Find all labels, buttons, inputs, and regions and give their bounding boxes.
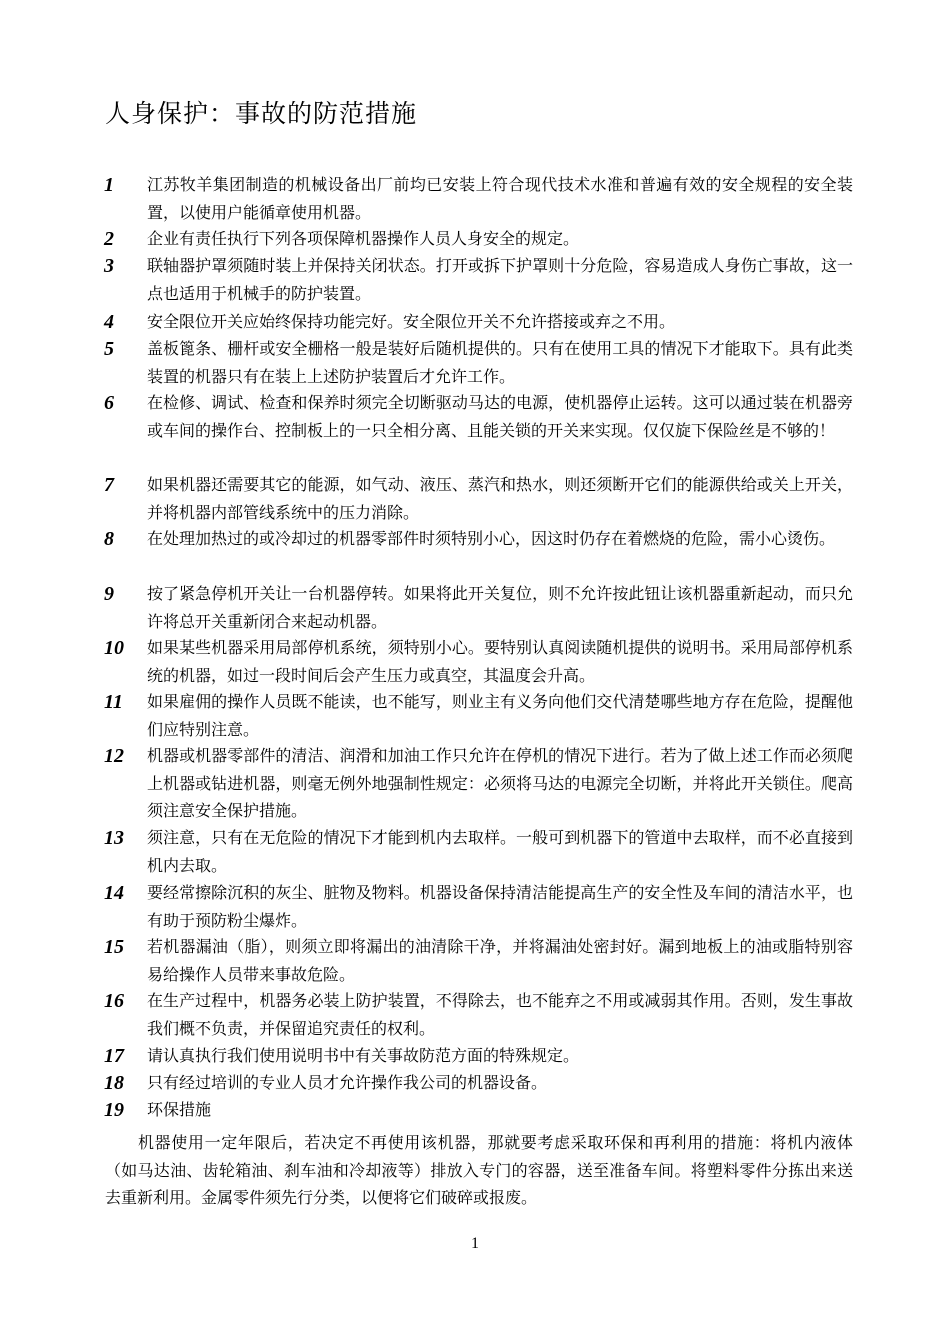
item-number: 16 — [104, 990, 124, 1012]
item-number: 15 — [104, 936, 124, 958]
item-number: 7 — [104, 474, 114, 496]
page-number: 1 — [471, 1235, 479, 1252]
item-number: 19 — [104, 1099, 124, 1121]
item-number: 18 — [104, 1072, 124, 1094]
item-number: 1 — [104, 174, 114, 196]
item-text: 在处理加热过的或冷却过的机器零部件时须特别小心，因这时仍存在着燃烧的危险，需小心烫伤。 — [147, 529, 836, 548]
item-text: 只有经过培训的专业人员才允许操作我公司的机器设备。 — [147, 1073, 548, 1092]
item-number: 11 — [104, 691, 123, 713]
item-text: 要经常擦除沉积的灰尘、脏物及物料。机器设备保持清洁能提高生产的安全性及车间的清洁水平，也有助于预防粉尘爆炸。 — [147, 883, 853, 930]
item-number: 13 — [104, 827, 124, 849]
item-text: 机器或机器零部件的清洁、润滑和加油工作只允许在停机的情况下进行。若为了做上述工作而必须爬上机器或钻进机器，则毫无例外地强制性规定：必须将马达的电源完全切断，并将此开关锁住。爬高须注意安全保护措施。 — [147, 746, 853, 820]
item-number: 12 — [104, 745, 124, 767]
item-text: 安全限位开关应始终保持功能完好。安全限位开关不允许搭接或弃之不用。 — [147, 312, 676, 331]
item-text: 在生产过程中，机器务必装上防护装置，不得除去，也不能弃之不用或减弱其作用。否则，发生事故我们概不负责，并保留追究责任的权利。 — [147, 991, 853, 1038]
page-title: 人身保护：事故的防范措施 — [105, 99, 418, 128]
item-text: 企业有责任执行下列各项保障机器操作人员人身安全的规定。 — [147, 229, 580, 248]
item-text: 请认真执行我们使用说明书中有关事故防范方面的特殊规定。 — [147, 1046, 580, 1065]
item-number: 4 — [104, 311, 114, 333]
item-text: 如果雇佣的操作人员既不能读，也不能写，则业主有义务向他们交代清楚哪些地方存在危险，提醒他们应特别注意。 — [147, 692, 853, 739]
item-text: 若机器漏油（脂），则须立即将漏出的油清除干净，并将漏油处密封好。漏到地板上的油或脂特别容易给操作人员带来事故危险。 — [147, 937, 853, 984]
item-number: 14 — [104, 882, 124, 904]
item-text: 如果某些机器采用局部停机系统，须特别小心。要特别认真阅读随机提供的说明书。采用局部停机系统的机器，如过一段时间后会产生压力或真空，其温度会升高。 — [147, 638, 853, 685]
item-number: 2 — [104, 228, 114, 250]
item-number: 3 — [104, 255, 114, 277]
item-text: 江苏牧羊集团制造的机械设备出厂前均已安装上符合现代技术水准和普遍有效的安全规程的安全装置，以使用户能循章使用机器。 — [147, 175, 853, 222]
item-text: 须注意，只有在无危险的情况下才能到机内去取样。一般可到机器下的管道中去取样，而不必直接到机内去取。 — [147, 828, 853, 875]
item-number: 17 — [104, 1045, 124, 1067]
item-text: 联轴器护罩须随时装上并保持关闭状态。打开或拆下护罩则十分危险，容易造成人身伤亡事故，这一点也适用于机械手的防护装置。 — [147, 256, 853, 303]
item-number: 10 — [104, 637, 124, 659]
item-number: 9 — [104, 583, 114, 605]
item-number: 5 — [104, 338, 114, 360]
closing-paragraph: 机器使用一定年限后，若决定不再使用该机器，那就要考虑采取环保和再利用的措施：将机内液体（如马达油、齿轮箱油、刹车油和冷却液等）排放入专门的容器，送至准备车间。将塑料零件分拣出来送去重新利用。金属零件须先行分类，以便将它们破碎或报废。 — [105, 1133, 853, 1207]
item-number: 6 — [104, 392, 114, 414]
item-text: 在检修、调试、检查和保养时须完全切断驱动马达的电源，使机器停止运转。这可以通过装在机器旁或车间的操作台、控制板上的一只全相分离、且能关锁的开关来实现。仅仅旋下保险丝是不够的！ — [147, 393, 853, 440]
item-text: 环保措施 — [147, 1100, 212, 1119]
item-number: 8 — [104, 528, 114, 550]
item-text: 按了紧急停机开关让一台机器停转。如果将此开关复位，则不允许按此钮让该机器重新起动，而只允许将总开关重新闭合来起动机器。 — [147, 584, 853, 631]
item-text: 盖板篦条、栅杆或安全栅格一般是装好后随机提供的。只有在使用工具的情况下才能取下。具有此类装置的机器只有在装上上述防护装置后才允许工作。 — [147, 339, 853, 386]
item-text: 如果机器还需要其它的能源，如气动、液压、蒸汽和热水，则还须断开它们的能源供给或关上开关，并将机器内部管线系统中的压力消除。 — [147, 475, 853, 522]
